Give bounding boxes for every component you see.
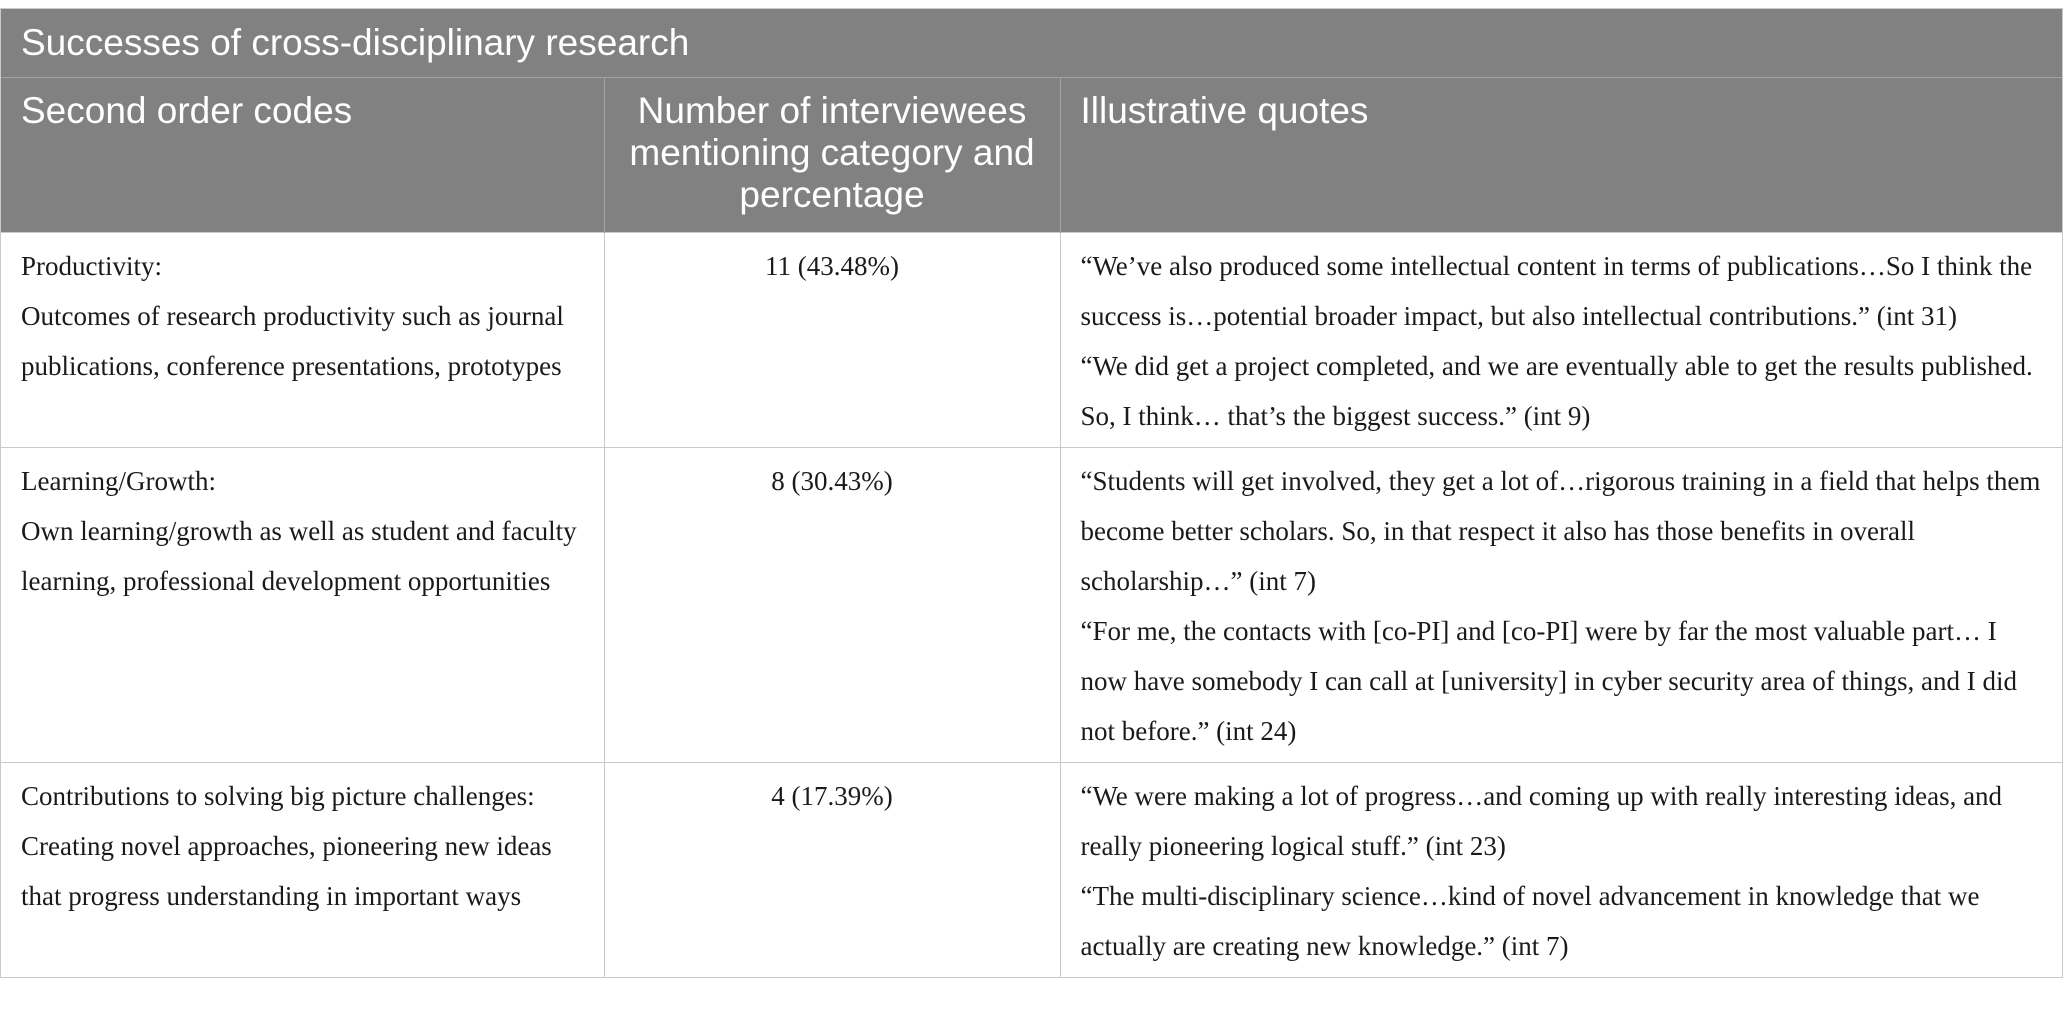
count-cell: 11 (43.48%) — [604, 233, 1060, 448]
quotes-cell — [1060, 233, 2062, 448]
results-table — [0, 8, 2063, 978]
quote: “We’ve also produced some intellectual content in terms of publications…So I think the success is…potential broader impact, but also intellectual contributions.” (int 31) — [1080, 251, 2033, 331]
code-cell — [1, 233, 604, 448]
quote: “The multi-disciplinary science…kind of novel advancement in knowledge that we actually are creating new knowledge.” (int 7) — [1080, 881, 1980, 961]
table-row — [1, 763, 2062, 978]
data-table — [1, 78, 2062, 977]
header-codes: Second order codes — [1, 78, 604, 233]
code-title: Contributions to solving big picture challenges: — [21, 781, 535, 811]
header-row — [1, 78, 2062, 233]
quote: “We were making a lot of progress…and coming up with really interesting ideas, and really pioneering logical stuff.” (int 23) — [1080, 781, 2003, 861]
code-title: Learning/Growth: — [21, 466, 216, 496]
code-description: Creating novel approaches, pioneering new ideas that progress understanding in important ways — [21, 831, 552, 911]
quote: “For me, the contacts with [co-PI] and [co-PI] were by far the most valuable part… I now have somebody I can call at [university] in cyber security area of things, and I did not before.” (int 24) — [1080, 616, 2017, 746]
header-count: Number of interviewees mentioning category and percentage — [604, 78, 1060, 233]
count-cell: 8 (30.43%) — [604, 448, 1060, 763]
code-cell — [1, 763, 604, 978]
quote: “We did get a project completed, and we are eventually able to get the results published. So, I think… that’s the biggest success.” (int 9) — [1080, 351, 2033, 431]
code-title: Productivity: — [21, 251, 162, 281]
quotes-cell — [1060, 448, 2062, 763]
table-row — [1, 233, 2062, 448]
table-caption: Successes of cross-disciplinary research — [1, 9, 2062, 78]
count-cell: 4 (17.39%) — [604, 763, 1060, 978]
code-description: Own learning/growth as well as student and faculty learning, professional development opportunities — [21, 516, 577, 596]
quote: “Students will get involved, they get a lot of…rigorous training in a field that helps them become better scholars. So, in that respect it also has those benefits in overall scholarship…” (int 7) — [1080, 466, 2041, 596]
header-quotes: Illustrative quotes — [1060, 78, 2062, 233]
quotes-cell — [1060, 763, 2062, 978]
code-cell — [1, 448, 604, 763]
table-row — [1, 448, 2062, 763]
code-description: Outcomes of research productivity such as journal publications, conference presentations, prototypes — [21, 301, 564, 381]
